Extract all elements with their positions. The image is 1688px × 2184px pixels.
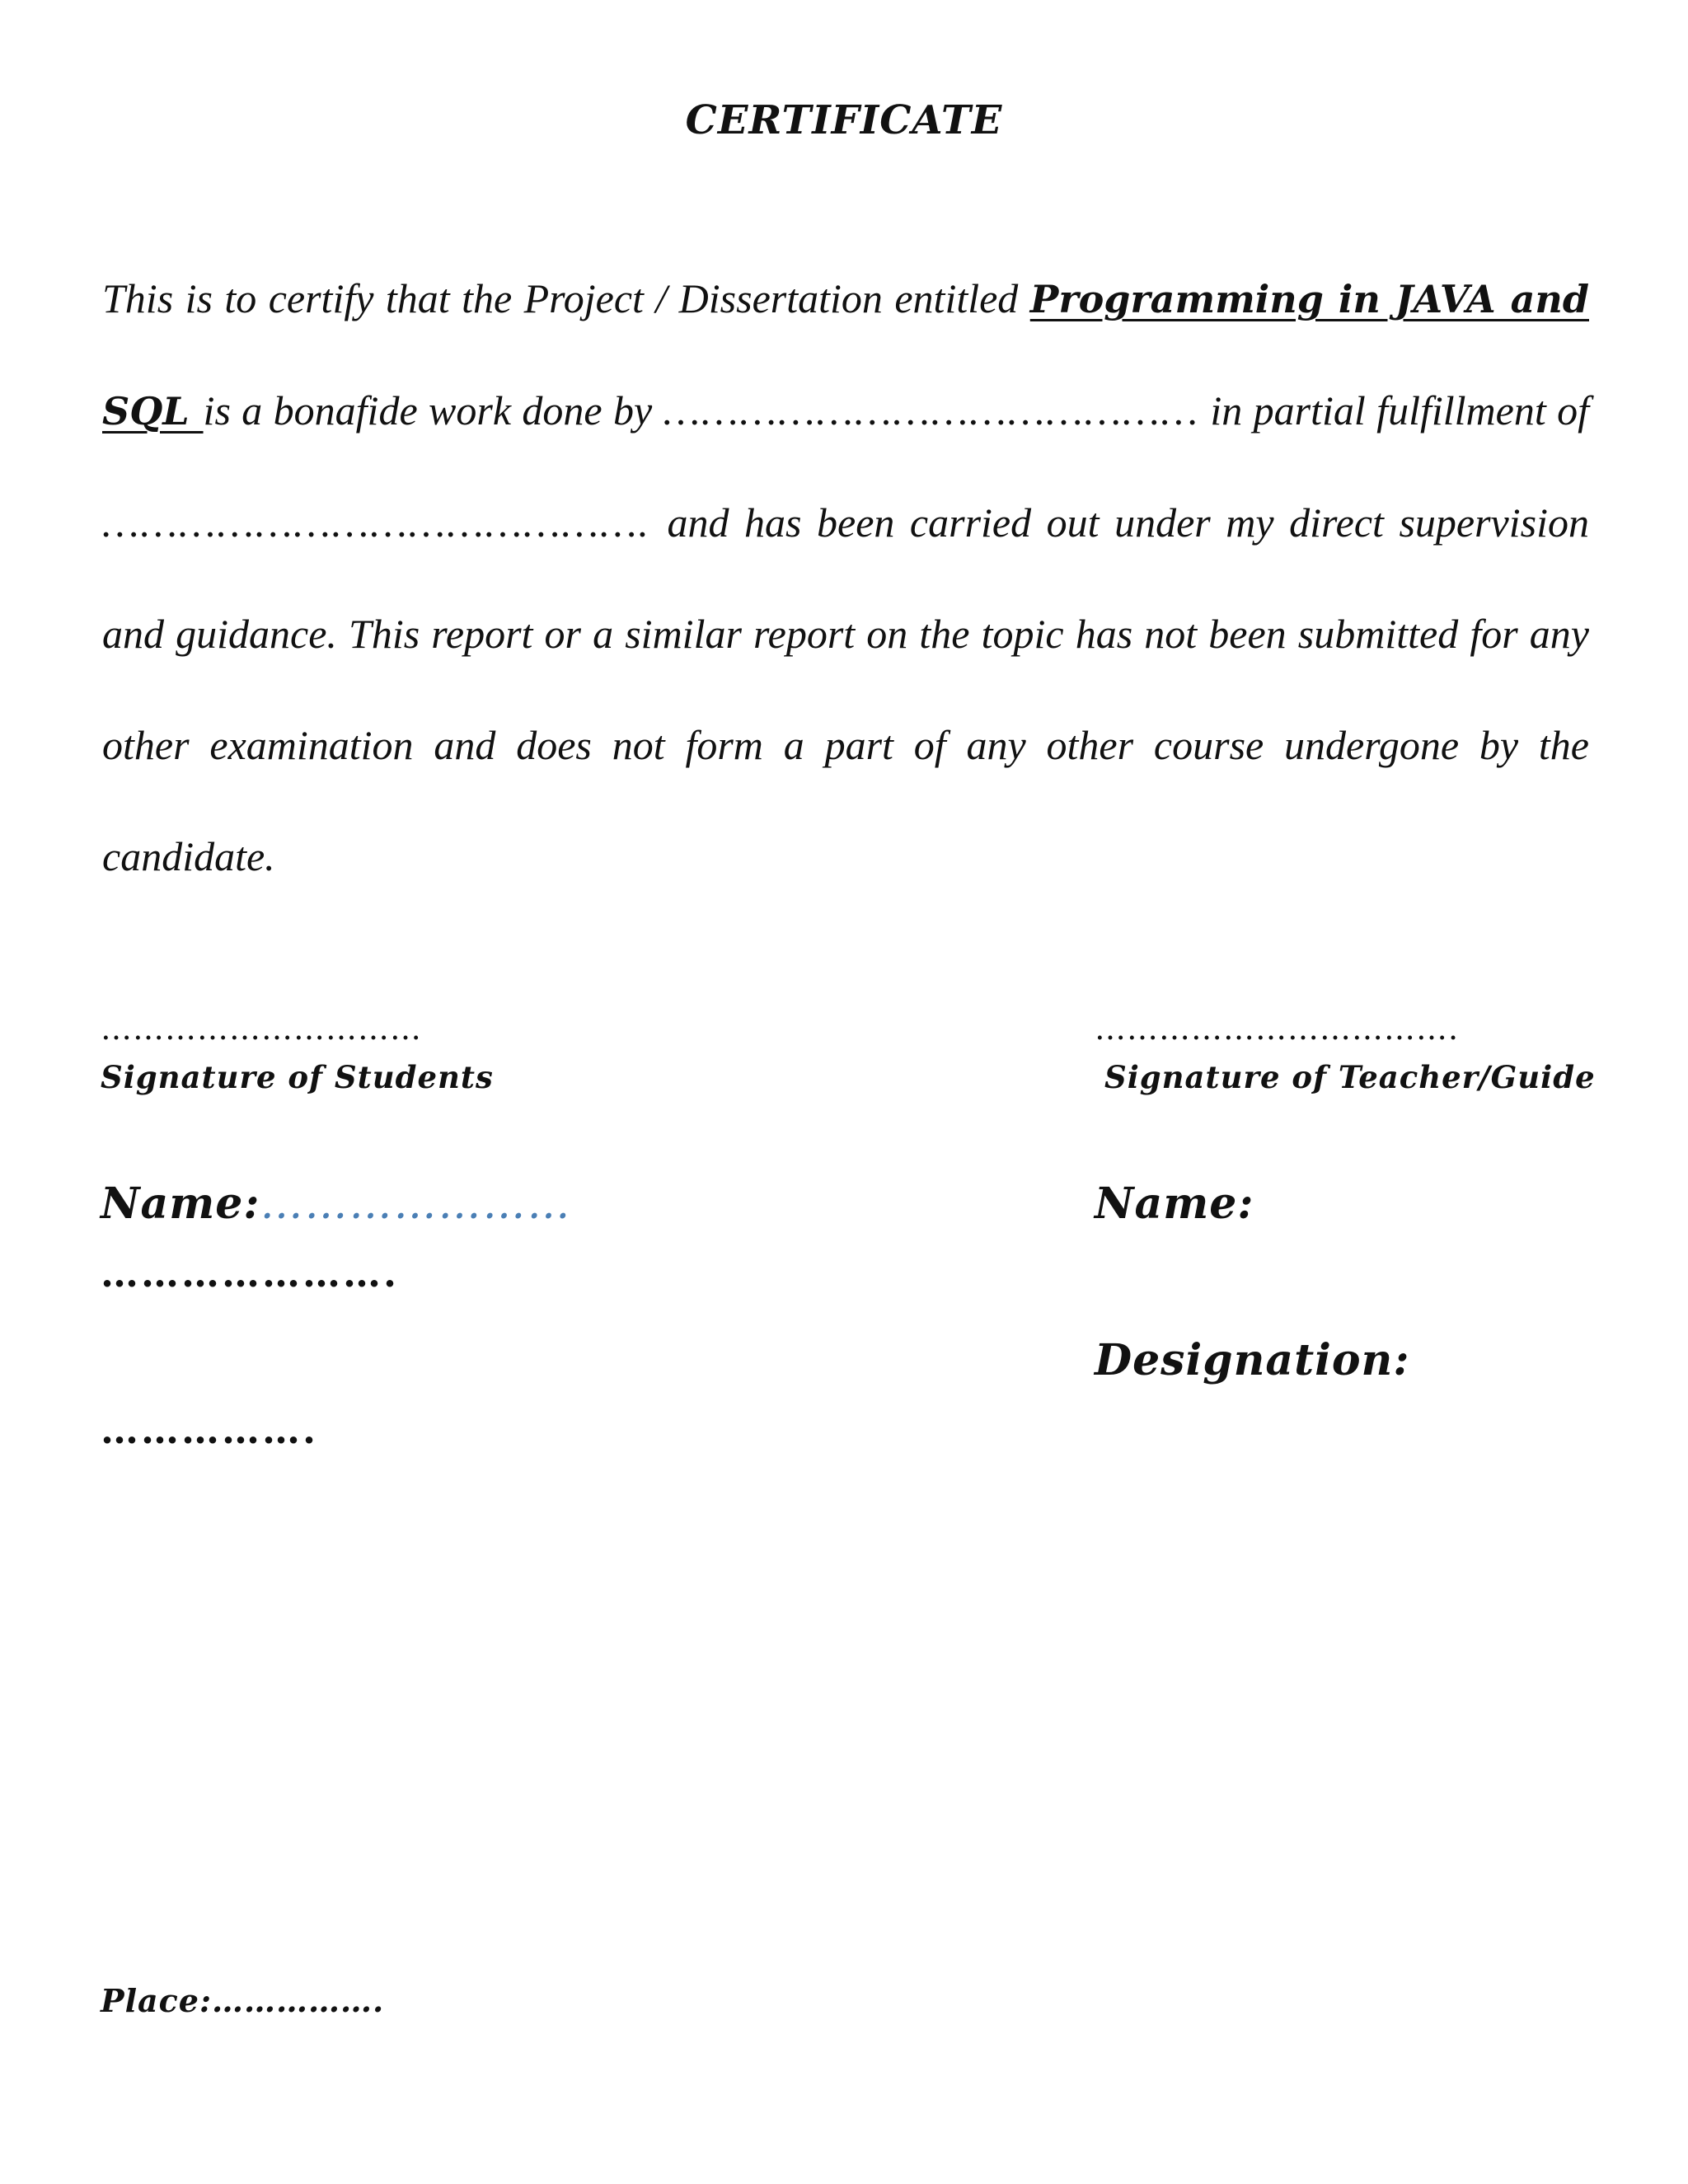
student-name-line-3: ……………. [101,1408,319,1452]
place-blank: ……………. [211,1982,385,2019]
body-rest: and has been carried out under my direct supervision and guidance. This report or a similar report on the topic has not been submitted for any other examination and does not form a part of any other course undergone by the candidate. [102,499,1589,879]
project-title: Programming in JAVA and SQL [102,277,1589,434]
teacher-name-label: Name: [1095,1179,1254,1229]
designation-label: Designation: [1095,1335,1410,1385]
student-name-line-2: …………………. [101,1251,400,1296]
teacher-signature-line: ……………………………. [1095,1010,1460,1047]
student-signature-line: ………………………… [101,1010,422,1047]
student-name-field [101,1179,572,1229]
student-name-label: Name: [101,1179,260,1229]
student-name-blank: ………………… [260,1179,572,1229]
body-after-title: is a bonafide work done by [203,387,663,434]
body-intro: This is to certify that the Project / Dissertation entitled [102,275,1030,321]
place-label: Place: [101,1982,212,2019]
student-signature-label: Signature of Students [101,1059,494,1095]
body-after-blank: in partial fulfillment of [1199,387,1589,434]
blank-student-name: …………………………………… [663,387,1199,434]
place-field [101,1982,384,2019]
teacher-signature-label: Signature of Teacher/Guide [1104,1059,1596,1095]
certificate-title: CERTIFICATE [685,97,1003,143]
certificate-body [102,243,1589,912]
blank-degree: ……………………………………. [102,499,668,546]
